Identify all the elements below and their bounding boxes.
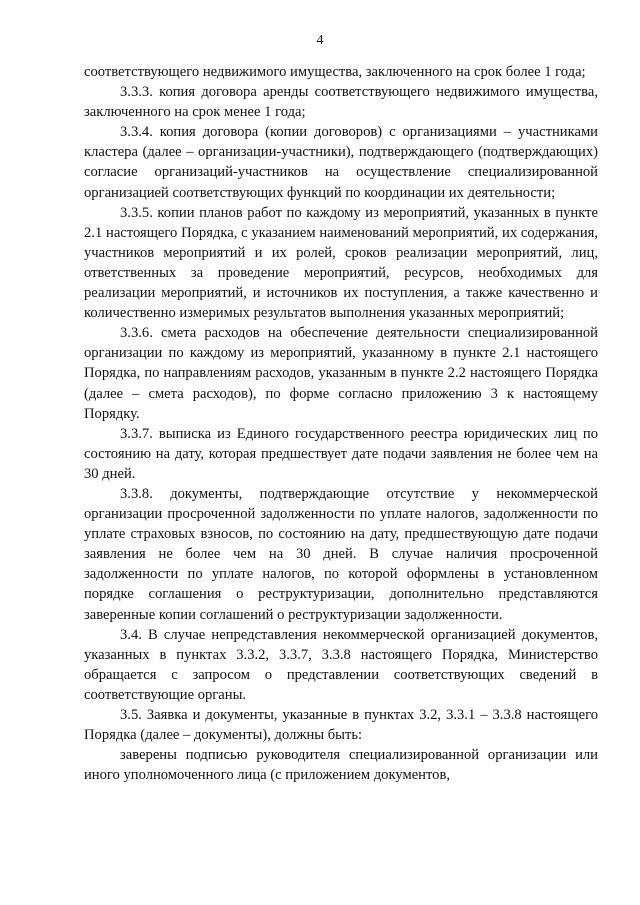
paragraph-3-5: 3.5. Заявка и документы, указанные в пунктах 3.2, 3.3.1 – 3.3.8 настоящего Порядка (далее – документы), должны быть:: [84, 707, 598, 744]
paragraph-3-3-5: 3.3.5. копии планов работ по каждому из мероприятий, указанных в пункте 2.1 настоящего Порядка, с указанием наименований мероприятий, их содержания, участников мероприятий и их ролей, сроков реализации мероприятий, лиц, ответственных за проведение мероприятий, ресурсов, необходимых для реализации мероприятий, и источников их поступления, а также качественно и количественно измеримых результатов выполнения указанных мероприятий;: [84, 204, 598, 322]
paragraph-continuation: соответствующего недвижимого имущества, заключенного на срок более 1 года;: [84, 64, 586, 80]
document-body: [84, 62, 598, 785]
paragraph-3-3-6: 3.3.6. смета расходов на обеспечение деятельности специализированной организации по каждому из мероприятий, указанному в пункте 2.1 настоящего Порядка, по направлениям расходов, указанным в пункте 2.2 настоящего Порядка (далее – смета расходов), по форме согласно приложению 3 к настоящему Порядку.: [84, 325, 598, 422]
paragraph-3-3-7: 3.3.7. выписка из Единого государственного реестра юридических лиц по состоянию на дату, которая предшествует дате подачи заявления не более чем на 30 дней.: [84, 425, 598, 482]
paragraph-certified: заверены подписью руководителя специализированной организации или иного уполномоченного лица (с приложением документов,: [84, 747, 598, 784]
paragraph-3-4: 3.4. В случае непредставления некоммерческой организацией документов, указанных в пунктах 3.3.2, 3.3.7, 3.3.8 настоящего Порядка, Министерство обращается с запросом о представлении соответствующих сведений в соответствующие органы.: [84, 626, 598, 703]
page-number: 4: [316, 33, 324, 48]
paragraph-3-3-8: 3.3.8. документы, подтверждающие отсутствие у некоммерческой организации просроченной задолженности по уплате налогов, задолженности по уплате страховых взносов, по состоянию на дату, предшествующую дате подачи заявления не более чем на 30 дней. В случае наличия просроченной задолженности по уплате налогов, по которой оформлены в установленном порядке соглашения о реструктуризации, дополнительно представляются заверенные копии соглашений о реструктуризации задолженности.: [84, 485, 598, 623]
paragraph-3-3-4: 3.3.4. копия договора (копии договоров) с организациями – участниками кластера (далее – организации-участники), подтверждающего (подтверждающих) согласие организаций-участников на осуществление специализированной организацией соответствующих функций по координации их деятельности;: [84, 124, 598, 201]
paragraph-3-3-3: 3.3.3. копия договора аренды соответствующего недвижимого имущества, заключенного на срок менее 1 года;: [84, 84, 598, 121]
